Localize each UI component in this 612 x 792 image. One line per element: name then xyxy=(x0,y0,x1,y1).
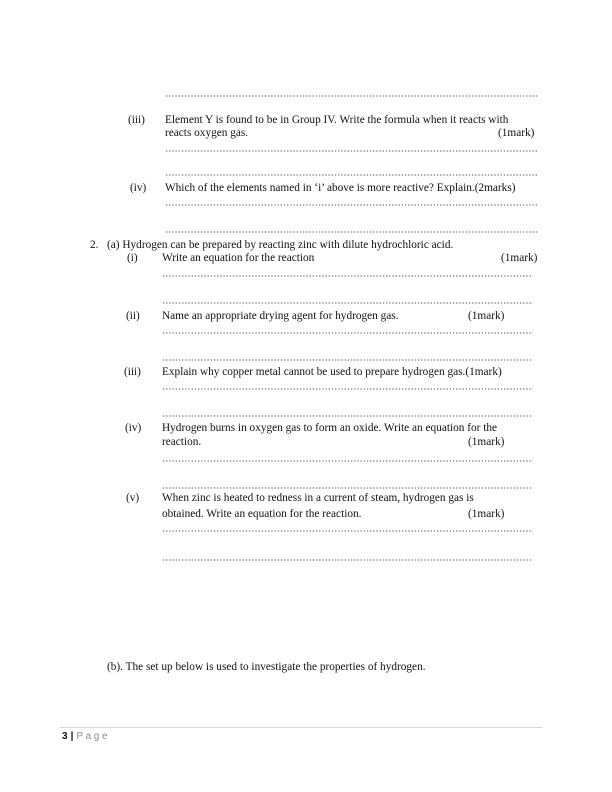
question-text: Which of the elements named in ‘i’ above is more reactive? Explain.(2marks) xyxy=(165,182,516,194)
answer-line[interactable] xyxy=(162,530,533,532)
subquestion-number: (iii) xyxy=(124,366,141,378)
question-text: (a) Hydrogen can be prepared by reacting zinc with dilute hydrochloric acid. xyxy=(107,239,454,251)
footer-divider xyxy=(60,727,542,728)
answer-line[interactable] xyxy=(162,332,533,334)
marks-label: (1mark) xyxy=(498,127,535,139)
answer-line[interactable] xyxy=(165,204,537,206)
answer-line[interactable] xyxy=(165,231,537,233)
question-text: Name an appropriate drying agent for hydrogen gas. xyxy=(162,310,399,322)
marks-label: (1mark) xyxy=(468,310,505,322)
question-text: Write an equation for the reaction xyxy=(162,252,315,264)
subquestion-number: (iv) xyxy=(130,182,147,194)
answer-line[interactable] xyxy=(162,302,533,304)
answer-line[interactable] xyxy=(165,95,537,97)
answer-line[interactable] xyxy=(165,150,537,152)
subquestion-number: (iv) xyxy=(125,422,142,434)
marks-label: (1mark) xyxy=(501,252,538,264)
part-b-text: (b). The set up below is used to investigate the properties of hydrogen. xyxy=(107,661,426,673)
question-text: Explain why copper metal cannot be used to prepare hydrogen gas.(1mark) xyxy=(162,366,502,378)
answer-line[interactable] xyxy=(162,487,533,489)
subquestion-number: (iii) xyxy=(128,114,145,126)
answer-line[interactable] xyxy=(162,415,533,417)
question-text: reaction. xyxy=(162,436,202,448)
page-label: Page xyxy=(76,731,111,742)
marks-label: (1mark) xyxy=(468,436,505,448)
answer-line[interactable] xyxy=(162,359,533,361)
page-number: 3 xyxy=(62,731,68,742)
marks-label: (1mark) xyxy=(468,508,505,520)
question-text: Hydrogen burns in oxygen gas to form an oxide. Write an equation for the xyxy=(162,422,498,434)
answer-line[interactable] xyxy=(162,460,533,462)
answer-line[interactable] xyxy=(162,388,533,390)
subquestion-number: (i) xyxy=(127,252,138,264)
subquestion-number: (ii) xyxy=(126,310,140,322)
page-footer xyxy=(62,731,110,743)
subquestion-number: (v) xyxy=(126,492,140,504)
question-text: reacts oxygen gas. xyxy=(165,127,249,139)
footer-separator: | xyxy=(70,731,74,742)
answer-line[interactable] xyxy=(162,275,533,277)
answer-line[interactable] xyxy=(165,174,537,176)
question-text: Element Y is found to be in Group IV. Write the formula when it reacts with xyxy=(165,114,509,126)
question-number: 2. xyxy=(90,239,99,251)
question-text: obtained. Write an equation for the reaction. xyxy=(162,508,362,520)
question-text: When zinc is heated to redness in a current of steam, hydrogen gas is xyxy=(162,492,474,504)
answer-line[interactable] xyxy=(162,559,533,561)
